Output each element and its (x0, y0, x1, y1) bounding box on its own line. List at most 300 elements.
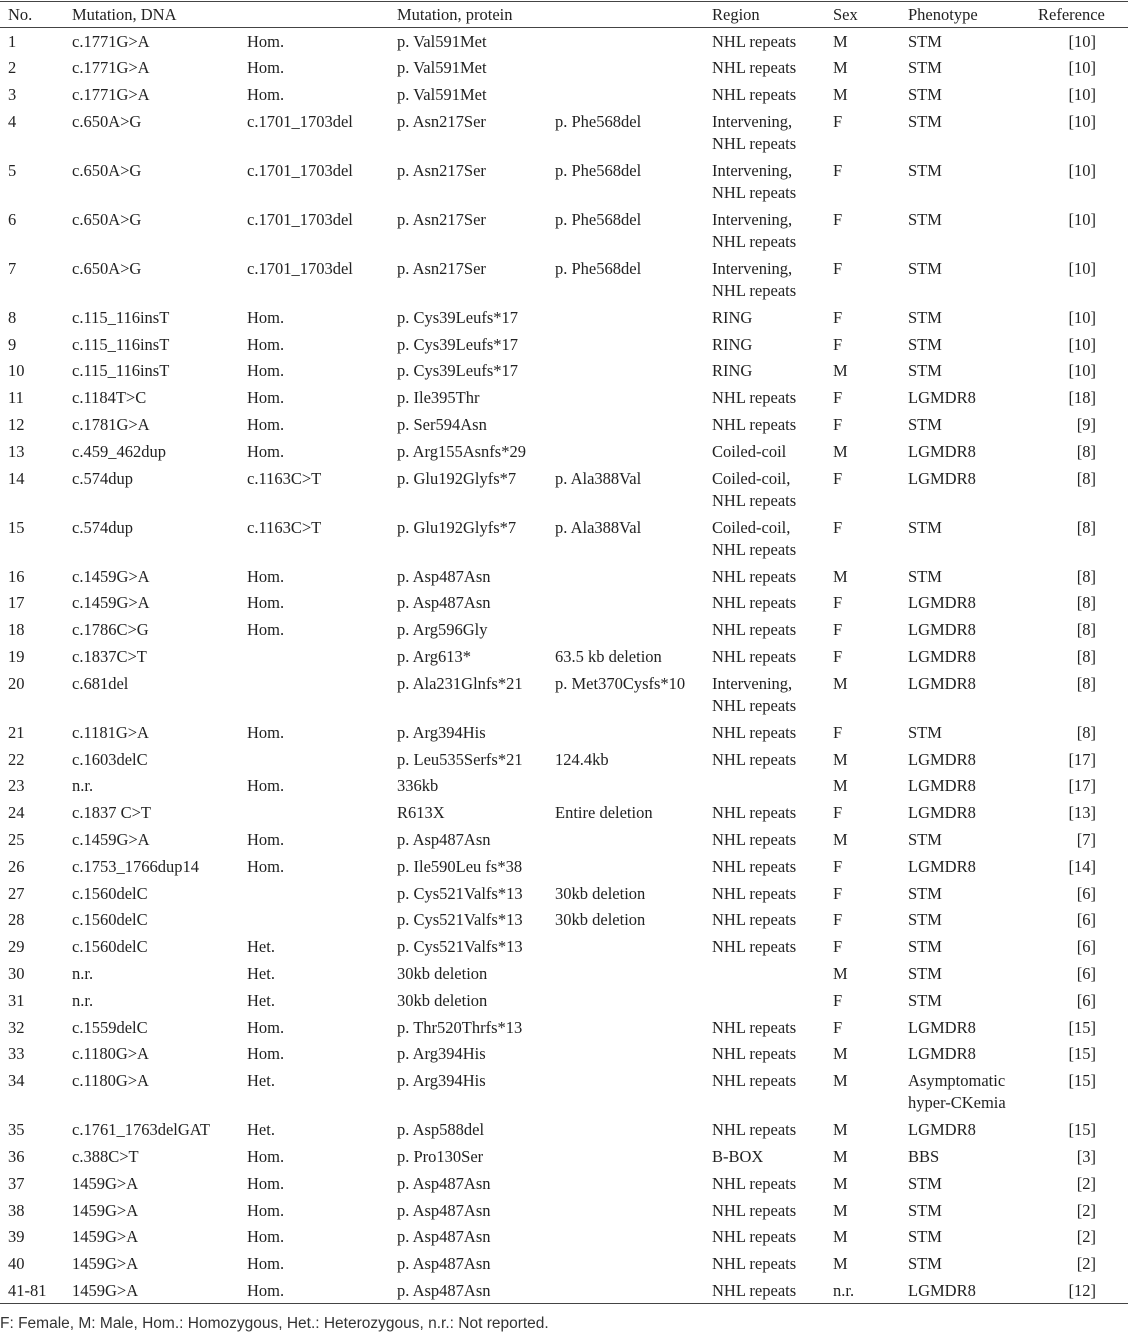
cell-region: NHL repeats (712, 749, 797, 769)
cell-dna: c.1560delC (72, 937, 148, 957)
cell-dna: 1459G>A (72, 1254, 139, 1274)
cell-phenotype: STM (908, 1254, 942, 1274)
cell-dna: c.1559delC (72, 1017, 148, 1037)
cell-sex: M (833, 1071, 848, 1091)
cell-reference: [10] (1068, 258, 1096, 278)
table-row (0, 1040, 1128, 1067)
table-row (0, 157, 1128, 206)
cell-reference: [8] (1076, 517, 1096, 537)
cell-no: 4 (8, 111, 17, 131)
header-phenotype: Phenotype (908, 2, 1038, 28)
cell-protein: p. Pro130Ser (397, 1147, 484, 1167)
cell-dna: c.1184T>C (72, 388, 147, 408)
cell-sex: F (833, 593, 843, 613)
cell-dna: c.1837C>T (72, 647, 147, 667)
cell-sex: M (833, 1044, 848, 1064)
cell-region: NHL repeats (712, 1044, 797, 1064)
cell-protein-2 (555, 1223, 712, 1250)
cell-no: 27 (8, 883, 25, 903)
cell-phenotype: STM (908, 964, 942, 984)
cell-dna-2: Het. (247, 964, 275, 984)
cell-reference: [8] (1076, 566, 1096, 586)
cell-phenotype: STM (908, 910, 942, 930)
cell-phenotype: BBS (908, 1147, 940, 1167)
cell-dna: c.1603delC (72, 749, 148, 769)
table-body (0, 28, 1128, 1304)
cell-phenotype: STM (908, 1227, 942, 1247)
cell-protein-2: p. Phe568del (555, 160, 642, 180)
cell-dna-2: Hom. (247, 856, 285, 876)
table-row (0, 28, 1128, 55)
cell-reference: [15] (1068, 1120, 1096, 1140)
cell-protein-2 (555, 563, 712, 590)
cell-protein-2 (555, 304, 712, 331)
cell-dna-2: Hom. (247, 415, 285, 435)
cell-reference: [14] (1068, 856, 1096, 876)
cell-region: Intervening, NHL repeats (712, 209, 797, 251)
cell-protein: p. Arg394His (397, 722, 486, 742)
cell-region: NHL repeats (712, 856, 797, 876)
cell-sex: n.r. (833, 1277, 908, 1304)
cell-no: 14 (8, 468, 25, 488)
cell-dna: c.115_116insT (72, 361, 170, 381)
cell-dna-2: Het. (247, 1071, 275, 1091)
cell-dna-2: Hom. (247, 388, 285, 408)
cell-protein: p. Arg596Gly (397, 620, 488, 640)
cell-reference: [8] (1076, 722, 1096, 742)
cell-dna: c.1781G>A (72, 415, 150, 435)
header-protein: Mutation, protein (397, 2, 555, 28)
cell-protein: p. Val591Met (397, 58, 487, 78)
header-sex: Sex (833, 2, 908, 28)
cell-no: 23 (8, 776, 25, 796)
cell-region: NHL repeats (712, 620, 797, 640)
cell-no: 25 (8, 830, 25, 850)
cell-sex: M (833, 1227, 848, 1247)
cell-sex: F (833, 722, 843, 742)
cell-reference: [6] (1076, 910, 1096, 930)
table-row (0, 304, 1128, 331)
cell-region: RING (712, 361, 753, 381)
cell-dna-2: Hom. (247, 361, 285, 381)
cell-protein-2: p. Ala388Val (555, 517, 642, 537)
cell-dna-2: Hom. (247, 566, 285, 586)
cell-dna: c.1786C>G (72, 620, 149, 640)
cell-protein: p. Asn217Ser (397, 160, 486, 180)
cell-dna: c.650A>G (72, 209, 142, 229)
cell-sex: F (833, 883, 843, 903)
cell-dna-2: Hom. (247, 1044, 285, 1064)
cell-dna-2: Hom. (247, 58, 285, 78)
cell-no: 24 (8, 803, 25, 823)
cell-sex: M (833, 1120, 848, 1140)
cell-reference: [8] (1076, 620, 1096, 640)
cell-no: 34 (8, 1071, 25, 1091)
cell-dna-2: c.1701_1703del (247, 209, 353, 229)
cell-sex: M (833, 673, 848, 693)
cell-dna: n.r. (72, 964, 94, 984)
cell-region: NHL repeats (712, 58, 797, 78)
cell-dna: c.1837 C>T (72, 803, 151, 823)
cell-no: 39 (8, 1227, 25, 1247)
cell-sex: F (833, 468, 843, 488)
cell-phenotype: STM (908, 883, 942, 903)
cell-region: NHL repeats (712, 388, 797, 408)
cell-protein-2 (555, 81, 712, 108)
cell-protein: p. Cys39Leufs*17 (397, 361, 518, 381)
cell-protein-2 (555, 357, 712, 384)
table-row (0, 108, 1128, 157)
cell-protein: p. Asp487Asn (397, 830, 491, 850)
cell-dna: c.459_462dup (72, 441, 166, 461)
table-row (0, 1197, 1128, 1224)
cell-dna-2: Hom. (247, 620, 285, 640)
cell-region: NHL repeats (712, 85, 797, 105)
cell-dna-2: Hom. (247, 722, 285, 742)
cell-sex: M (833, 85, 848, 105)
cell-reference: [6] (1076, 937, 1096, 957)
cell-region: NHL repeats (712, 910, 797, 930)
cell-protein: p. Asp487Asn (397, 1173, 491, 1193)
cell-protein: p. Cys39Leufs*17 (397, 307, 518, 327)
header-protein-2 (555, 2, 712, 28)
cell-no: 40 (8, 1254, 25, 1274)
cell-sex: M (833, 749, 848, 769)
cell-region: NHL repeats (712, 1017, 797, 1037)
cell-phenotype: STM (908, 32, 942, 51)
cell-sex: M (833, 964, 848, 984)
cell-protein: p. Glu192Glyfs*7 (397, 468, 517, 488)
cell-protein: p. Cys521Valfs*13 (397, 937, 523, 957)
cell-region: NHL repeats (712, 883, 797, 903)
cell-sex: F (833, 856, 843, 876)
cell-region: Coiled-coil (712, 441, 787, 461)
cell-reference: [6] (1076, 883, 1096, 903)
cell-dna-2: c.1701_1703del (247, 160, 353, 180)
cell-dna: c.1560delC (72, 910, 148, 930)
cell-protein: R613X (397, 803, 445, 823)
table-row (0, 384, 1128, 411)
cell-protein-2 (555, 1116, 712, 1143)
table-row (0, 826, 1128, 853)
cell-dna-2: c.1163C>T (247, 468, 322, 488)
cell-dna-2: Hom. (247, 307, 285, 327)
cell-reference: [10] (1068, 32, 1096, 51)
cell-sex: F (833, 803, 843, 823)
cell-no: 3 (8, 85, 17, 105)
table-row (0, 746, 1128, 773)
cell-dna-2: c.1701_1703del (247, 258, 353, 278)
cell-protein-2 (555, 826, 712, 853)
cell-phenotype: STM (908, 517, 942, 537)
cell-reference: [3] (1076, 1147, 1096, 1167)
cell-dna: c.1771G>A (72, 32, 150, 51)
cell-phenotype: LGMDR8 (908, 1017, 976, 1037)
cell-dna-2 (247, 799, 397, 826)
cell-no: 36 (8, 1147, 25, 1167)
cell-phenotype: LGMDR8 (908, 856, 976, 876)
cell-phenotype: LGMDR8 (908, 388, 976, 408)
cell-protein: p. Arg394His (397, 1044, 486, 1064)
cell-dna-2 (247, 746, 397, 773)
cell-reference: [9] (1076, 415, 1096, 435)
cell-phenotype: STM (908, 566, 942, 586)
cell-dna: c.1761_1763delGAT (72, 1120, 210, 1140)
cell-phenotype: LGMDR8 (908, 749, 976, 769)
cell-no: 20 (8, 673, 25, 693)
cell-phenotype: LGMDR8 (908, 1044, 976, 1064)
cell-protein-2 (555, 1040, 712, 1067)
cell-reference: [17] (1068, 749, 1096, 769)
cell-region: Intervening, NHL repeats (712, 111, 797, 153)
cell-reference: [6] (1076, 990, 1096, 1010)
cell-reference: [2] (1076, 1173, 1096, 1193)
cell-dna: c.1753_1766dup14 (72, 856, 199, 876)
cell-protein: p. Arg155Asnfs*29 (397, 441, 526, 461)
cell-dna-2: Hom. (247, 1173, 285, 1193)
cell-dna-2: Hom. (247, 441, 285, 461)
cell-protein-2 (555, 1170, 712, 1197)
table-row (0, 411, 1128, 438)
cell-no: 21 (8, 722, 25, 742)
cell-phenotype: STM (908, 722, 942, 742)
table-row (0, 1014, 1128, 1041)
cell-dna-2: Hom. (247, 1254, 285, 1274)
cell-no: 29 (8, 937, 25, 957)
cell-protein: p. Cys521Valfs*13 (397, 883, 523, 903)
cell-no: 37 (8, 1173, 25, 1193)
cell-reference: [8] (1076, 468, 1096, 488)
mutation-table-container (0, 1, 1128, 1304)
cell-reference: [10] (1068, 361, 1096, 381)
cell-sex: M (833, 776, 848, 796)
cell-sex: M (833, 1254, 848, 1274)
cell-protein: p. Val591Met (397, 32, 487, 51)
cell-reference: [10] (1068, 85, 1096, 105)
cell-no: 30 (8, 964, 25, 984)
cell-protein-2: 30kb deletion (555, 910, 646, 930)
cell-dna-2: Het. (247, 1120, 275, 1140)
cell-region: NHL repeats (712, 593, 797, 613)
cell-protein-2 (555, 384, 712, 411)
table-row (0, 255, 1128, 304)
cell-protein-2 (555, 853, 712, 880)
cell-dna-2: Hom. (247, 1147, 285, 1167)
cell-phenotype: STM (908, 937, 942, 957)
cell-reference: [10] (1068, 111, 1096, 131)
table-row (0, 880, 1128, 907)
cell-protein-2 (555, 1250, 712, 1277)
cell-region (712, 772, 833, 799)
cell-region: Coiled-coil, NHL repeats (712, 468, 797, 510)
cell-phenotype: LGMDR8 (908, 441, 976, 461)
cell-no: 26 (8, 856, 25, 876)
cell-region: Coiled-coil, NHL repeats (712, 517, 797, 559)
table-row (0, 670, 1128, 719)
cell-dna-2: Hom. (247, 334, 285, 354)
cell-no: 13 (8, 441, 25, 461)
cell-region: RING (712, 334, 753, 354)
cell-phenotype: LGMDR8 (908, 468, 976, 488)
cell-dna-2 (247, 670, 397, 719)
cell-dna-2: Hom. (247, 1200, 285, 1220)
cell-reference: [8] (1076, 441, 1096, 461)
cell-dna-2: Hom. (247, 1017, 285, 1037)
cell-dna: c.115_116insT (72, 307, 170, 327)
cell-dna-2 (247, 906, 397, 933)
cell-sex: M (833, 1200, 848, 1220)
cell-protein: p. Asn217Ser (397, 209, 486, 229)
cell-dna-2: Hom. (247, 830, 285, 850)
table-row (0, 1067, 1128, 1116)
table-row (0, 853, 1128, 880)
cell-no: 33 (8, 1044, 25, 1064)
cell-protein-2 (555, 960, 712, 987)
cell-region: NHL repeats (712, 1277, 833, 1304)
cell-protein: p. Asp487Asn (397, 1277, 555, 1304)
cell-dna-2: Hom. (247, 1277, 397, 1304)
cell-sex: F (833, 517, 843, 537)
cell-sex: M (833, 441, 848, 461)
table-row (0, 933, 1128, 960)
cell-no: 15 (8, 517, 25, 537)
cell-sex: F (833, 307, 843, 327)
cell-reference: [10] (1068, 58, 1096, 78)
cell-no: 8 (8, 307, 17, 327)
cell-protein: p. Asp487Asn (397, 1254, 491, 1274)
cell-phenotype: STM (908, 209, 942, 229)
cell-protein-2 (555, 1067, 712, 1116)
cell-no: 6 (8, 209, 17, 229)
cell-no: 2 (8, 58, 17, 78)
cell-protein: 30kb deletion (397, 990, 488, 1010)
cell-no: 28 (8, 910, 25, 930)
cell-dna: 1459G>A (72, 1173, 139, 1193)
header-reference: Reference (1038, 2, 1128, 28)
cell-protein-2 (555, 28, 712, 55)
cell-phenotype: LGMDR8 (908, 1277, 1038, 1304)
table-row (0, 438, 1128, 465)
cell-protein: p. Asp588del (397, 1120, 485, 1140)
cell-region: NHL repeats (712, 1254, 797, 1274)
cell-sex: F (833, 258, 843, 278)
cell-protein-2 (555, 1143, 712, 1170)
cell-dna: c.681del (72, 673, 129, 693)
cell-protein: p. Cys521Valfs*13 (397, 910, 523, 930)
cell-phenotype: LGMDR8 (908, 620, 976, 640)
cell-reference: [18] (1068, 388, 1096, 408)
cell-sex: F (833, 1017, 843, 1037)
cell-reference: [12] (1038, 1277, 1128, 1304)
cell-region: NHL repeats (712, 415, 797, 435)
cell-phenotype: STM (908, 58, 942, 78)
cell-no: 41-81 (0, 1277, 72, 1304)
cell-dna: c.1771G>A (72, 58, 150, 78)
cell-protein-2: p. Phe568del (555, 258, 642, 278)
cell-protein-2 (555, 54, 712, 81)
cell-dna: c.1560delC (72, 883, 148, 903)
cell-reference: [8] (1076, 593, 1096, 613)
cell-phenotype: LGMDR8 (908, 647, 976, 667)
cell-protein-2 (555, 987, 712, 1014)
table-row (0, 465, 1128, 514)
cell-dna: c.1180G>A (72, 1044, 149, 1064)
cell-protein-2 (555, 1277, 712, 1304)
cell-no: 1 (8, 32, 17, 51)
cell-protein: p. Asn217Ser (397, 258, 486, 278)
table-row (0, 772, 1128, 799)
cell-protein-2 (555, 331, 712, 358)
table-row (0, 643, 1128, 670)
cell-no: 32 (8, 1017, 25, 1037)
cell-reference: [10] (1068, 307, 1096, 327)
cell-region: NHL repeats (712, 937, 797, 957)
cell-region: Intervening, NHL repeats (712, 160, 797, 202)
cell-dna-2: Hom. (247, 85, 285, 105)
cell-region: NHL repeats (712, 32, 797, 51)
header-region: Region (712, 2, 833, 28)
cell-protein: 30kb deletion (397, 964, 488, 984)
header-dna: Mutation, DNA (72, 2, 247, 28)
cell-phenotype: LGMDR8 (908, 593, 976, 613)
cell-reference: [2] (1076, 1254, 1096, 1274)
cell-phenotype: LGMDR8 (908, 1120, 976, 1140)
table-row (0, 719, 1128, 746)
table-row (0, 1277, 1128, 1304)
cell-phenotype: Asymptomatic hyper-CKemia (908, 1071, 1006, 1113)
table-row (0, 1143, 1128, 1170)
cell-region: B-BOX (712, 1147, 764, 1167)
cell-phenotype: STM (908, 334, 942, 354)
cell-no: 11 (8, 388, 24, 408)
cell-protein: p. Thr520Thrfs*13 (397, 1017, 523, 1037)
table-row (0, 616, 1128, 643)
table-row (0, 987, 1128, 1014)
cell-sex: F (833, 620, 843, 640)
cell-protein: p. Asp487Asn (397, 1227, 491, 1247)
cell-protein-2 (555, 1014, 712, 1041)
cell-no: 22 (8, 749, 25, 769)
header-dna-2 (247, 2, 397, 28)
cell-region (712, 960, 833, 987)
table-row (0, 906, 1128, 933)
cell-sex: F (833, 910, 843, 930)
cell-protein: p. Asp487Asn (397, 1200, 491, 1220)
cell-protein-2: Entire deletion (555, 803, 653, 823)
cell-sex: M (833, 32, 848, 51)
cell-dna: c.574dup (72, 468, 133, 488)
cell-no: 7 (8, 258, 17, 278)
cell-reference: [8] (1076, 673, 1096, 693)
cell-protein-2 (555, 589, 712, 616)
cell-phenotype: LGMDR8 (908, 776, 976, 796)
cell-protein-2: p. Phe568del (555, 209, 642, 229)
cell-no: 10 (8, 361, 25, 381)
cell-protein: p. Asp487Asn (397, 593, 491, 613)
cell-protein-2 (555, 411, 712, 438)
table-row (0, 1170, 1128, 1197)
cell-region: NHL repeats (712, 1200, 797, 1220)
cell-dna-2: Het. (247, 990, 275, 1010)
cell-no: 31 (8, 990, 25, 1010)
cell-region: NHL repeats (712, 647, 797, 667)
cell-dna-2: Hom. (247, 776, 285, 796)
cell-sex: F (833, 937, 843, 957)
cell-phenotype: STM (908, 160, 942, 180)
cell-dna-2: Het. (247, 937, 275, 957)
cell-no: 16 (8, 566, 25, 586)
cell-reference: [15] (1068, 1044, 1096, 1064)
